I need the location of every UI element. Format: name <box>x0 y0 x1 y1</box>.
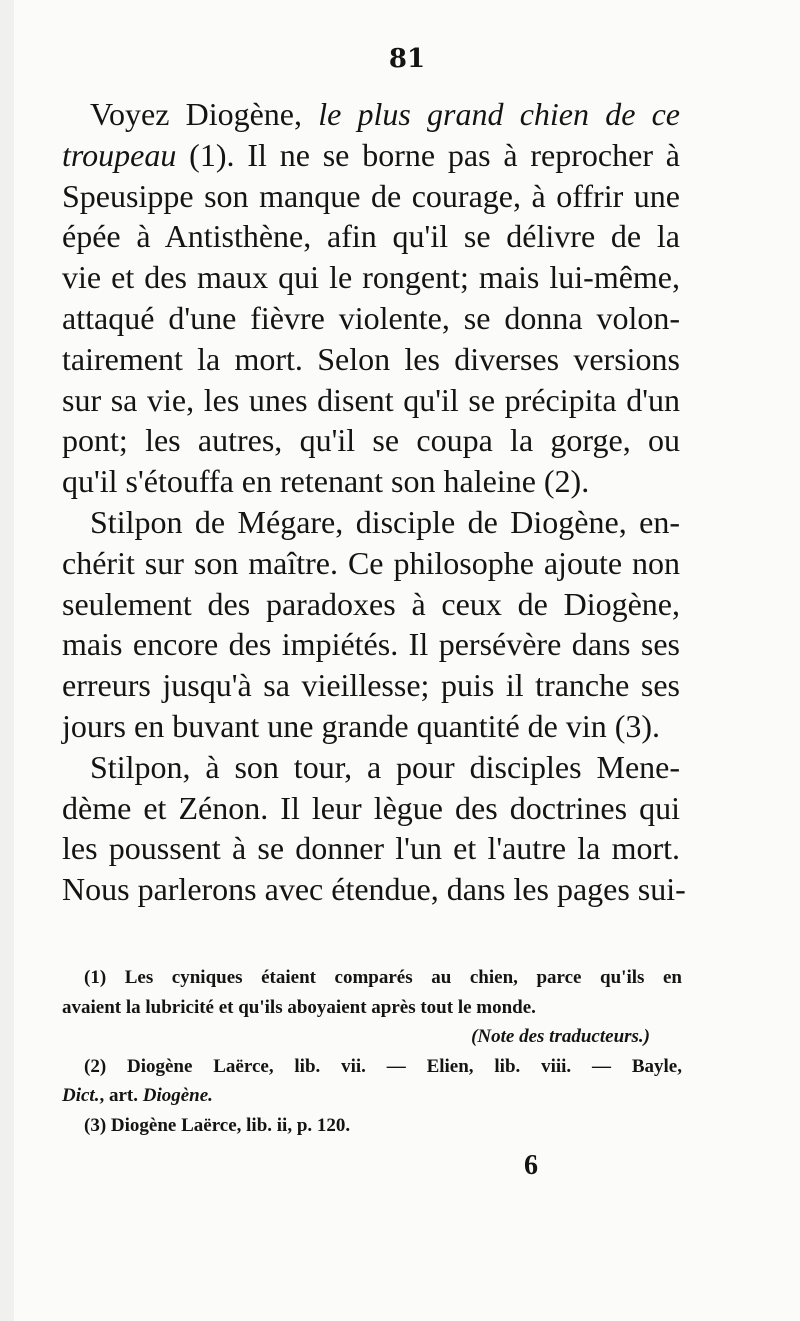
text-run: qu'il s'étouffa en retenant son haleine (2). <box>62 463 590 500</box>
text-line <box>62 543 680 584</box>
text-line <box>62 869 686 910</box>
text-line <box>62 298 680 339</box>
text-line <box>62 502 680 543</box>
signature-mark: 6 <box>524 1150 538 1181</box>
text-run: épée à Antisthène, afin qu'il se délivre de la <box>62 218 680 255</box>
text-line <box>62 339 680 380</box>
body-text <box>62 94 686 910</box>
text-run: chérit sur son maître. Ce philosophe ajoute non <box>62 544 680 581</box>
footnote-1-line-2: avaient la lubricité et qu'ils aboyaient après tout le monde. <box>62 996 536 1018</box>
text-run: jours en buvant une grande quantité de vin (3). <box>62 707 661 744</box>
footnote-2-line-2 <box>62 1081 682 1111</box>
text-run: les poussent à se donner l'un et l'autre la mort. <box>62 830 680 867</box>
text-line <box>62 216 680 257</box>
text-line <box>62 624 680 665</box>
text-run: Nous parlerons avec étendue, dans les pages sui- <box>62 871 686 908</box>
text-run: sur sa vie, les unes disent qu'il se précipita d'un <box>62 381 680 418</box>
text-line <box>62 135 680 176</box>
text-run: Stilpon, à son tour, a pour disciples Mene- <box>90 748 680 785</box>
text-line <box>62 584 680 625</box>
footnote-2-diogene: Diogène. <box>142 1085 213 1106</box>
text-run: Speusippe son manque de courage, à offrir une <box>62 177 680 214</box>
text-run: vie et des maux qui le rongent; mais lui-même, <box>62 259 680 296</box>
footnote-2-line-1: (2) Diogène Laërce, lib. vii. — Elien, lib. viii. — Bayle, <box>84 1055 682 1077</box>
text-run: mais encore des impiétés. Il persévère dans ses <box>62 626 680 663</box>
footnote-2-art: , art. <box>99 1085 143 1106</box>
text-run: Voyez Diogène, <box>90 96 319 132</box>
text-run: le plus grand chien de ce <box>318 96 681 132</box>
text-line <box>62 461 680 502</box>
text-run: attaqué d'une fièvre violente, se donna volon- <box>62 299 680 336</box>
text-run: pont; les autres, qu'il se coupa la gorge, ou <box>62 422 680 459</box>
text-run: tairement la mort. Selon les diverses versions <box>62 340 680 377</box>
text-line <box>62 706 680 747</box>
text-line <box>62 94 680 135</box>
text-line <box>62 747 680 788</box>
text-line <box>62 828 680 869</box>
footnote-1-line-1: (1) Les cyniques étaient comparés au chien, parce qu'ils en <box>84 967 682 988</box>
text-run: Stilpon de Mégare, disciple de Diogène, en- <box>90 503 680 540</box>
text-line <box>62 257 680 298</box>
text-line <box>62 420 680 461</box>
text-run: troupeau <box>62 136 177 173</box>
text-run: erreurs jusqu'à sa vieillesse; puis il tranche ses <box>62 667 680 704</box>
footnote-3-line-1: (3) Diogène Laërce, lib. ii, p. 120. <box>84 1114 351 1136</box>
footnote-1-attribution: (Note des traducteurs.) <box>471 1026 650 1047</box>
text-line <box>62 788 680 829</box>
text-run: dème et Zénon. Il leur lègue des doctrines qui <box>62 789 680 826</box>
text-run: (1). Il ne se borne pas à reprocher à <box>176 136 680 173</box>
footnote-2-dict: Dict. <box>62 1085 100 1106</box>
text-line <box>62 380 680 421</box>
text-run: seulement des paradoxes à ceux de Diogène, <box>62 585 680 622</box>
text-line <box>62 665 680 706</box>
footnotes <box>62 963 682 1140</box>
page-number: 81 <box>388 44 426 74</box>
text-line <box>62 176 680 217</box>
